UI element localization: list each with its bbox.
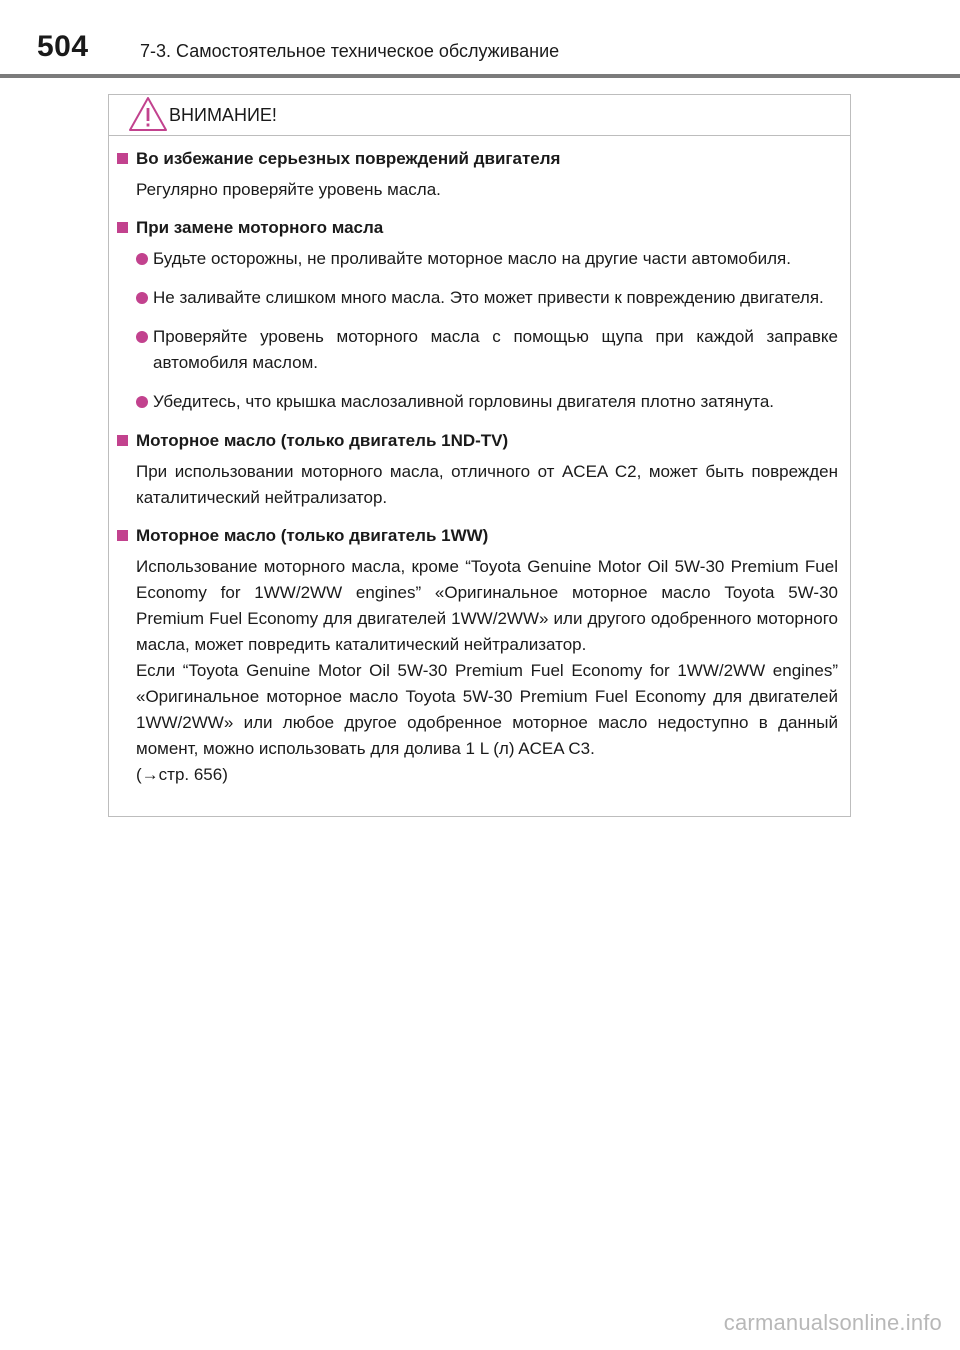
item-text-1ww-part2: Если “Toyota Genuine Motor Oil 5W-30 Premium Fuel Economy for 1WW/2WW engines” «Оригинальное моторное масло Toyota 5W-30 Premium Fuel Economy для двигателей 1WW/2WW» или любое другое одобренное моторное масло недоступно в данный момент, можно использовать для долива 1 L (л) ACEA C3. bbox=[136, 661, 838, 758]
bullet-text: Будьте осторожны, не проливайте моторное масло на другие части автомобиля. bbox=[153, 249, 791, 268]
page-reference-link[interactable]: (→стр. 656) bbox=[136, 765, 228, 784]
item-heading-text: Моторное масло (только двигатель 1WW) bbox=[136, 526, 489, 545]
item-text-engine-damage: Регулярно проверяйте уровень масла. bbox=[136, 180, 441, 199]
bullet-text: Проверяйте уровень моторного масла с помощью щупа при каждой заправке автомобиля маслом. bbox=[153, 327, 838, 372]
item-heading-oil-change bbox=[109, 215, 850, 241]
square-bullet-icon bbox=[117, 435, 128, 446]
square-bullet-icon bbox=[117, 153, 128, 164]
item-heading-1ww bbox=[109, 523, 850, 549]
page-number: 504 bbox=[37, 30, 89, 63]
bullet-item bbox=[136, 389, 838, 415]
bullet-text: Убедитесь, что крышка маслозаливной горловины двигателя плотно затянута. bbox=[153, 392, 775, 411]
round-bullet-icon bbox=[136, 253, 148, 265]
bullet-text: Не заливайте слишком много масла. Это может привести к повреждению двигателя. bbox=[153, 288, 824, 307]
caution-title: ВНИМАНИЕ! bbox=[169, 105, 277, 125]
round-bullet-icon bbox=[136, 292, 148, 304]
caution-header bbox=[109, 95, 850, 136]
caution-content bbox=[109, 146, 850, 800]
item-text-1ww-part1: Использование моторного масла, кроме “Toyota Genuine Motor Oil 5W-30 Premium Fuel Economy for 1WW/2WW engines” «Оригинальное моторное масло Toyota 5W-30 Premium Fuel Economy для двигателей 1WW/2WW» или другого одобренного моторного масла, может повредить каталитический нейтрализатор. bbox=[136, 557, 838, 654]
square-bullet-icon bbox=[117, 222, 128, 233]
item-heading-engine-damage bbox=[109, 146, 850, 172]
watermark: carmanualsonline.info bbox=[723, 1310, 942, 1335]
section-title: 7-3. Самостоятельное техническое обслуживание bbox=[140, 41, 560, 61]
item-text-1nd-tv: При использовании моторного масла, отличного от ACEA C2, может быть поврежден каталитический нейтрализатор. bbox=[136, 462, 838, 507]
round-bullet-icon bbox=[136, 396, 148, 408]
bullet-item bbox=[136, 324, 838, 376]
square-bullet-icon bbox=[117, 530, 128, 541]
caution-box bbox=[108, 94, 851, 817]
item-heading-text: Моторное масло (только двигатель 1ND-TV) bbox=[136, 431, 509, 450]
item-heading-1nd-tv bbox=[109, 428, 850, 454]
item-heading-text: При замене моторного масла bbox=[136, 218, 384, 237]
item-text-1ww bbox=[136, 554, 838, 788]
bullet-item bbox=[136, 246, 838, 272]
item-heading-text: Во избежание серьезных повреждений двигателя bbox=[136, 149, 561, 168]
warning-triangle-icon bbox=[128, 96, 168, 132]
round-bullet-icon bbox=[136, 331, 148, 343]
bullet-item bbox=[136, 285, 838, 311]
page-header bbox=[0, 0, 960, 78]
header-rule bbox=[0, 74, 960, 78]
